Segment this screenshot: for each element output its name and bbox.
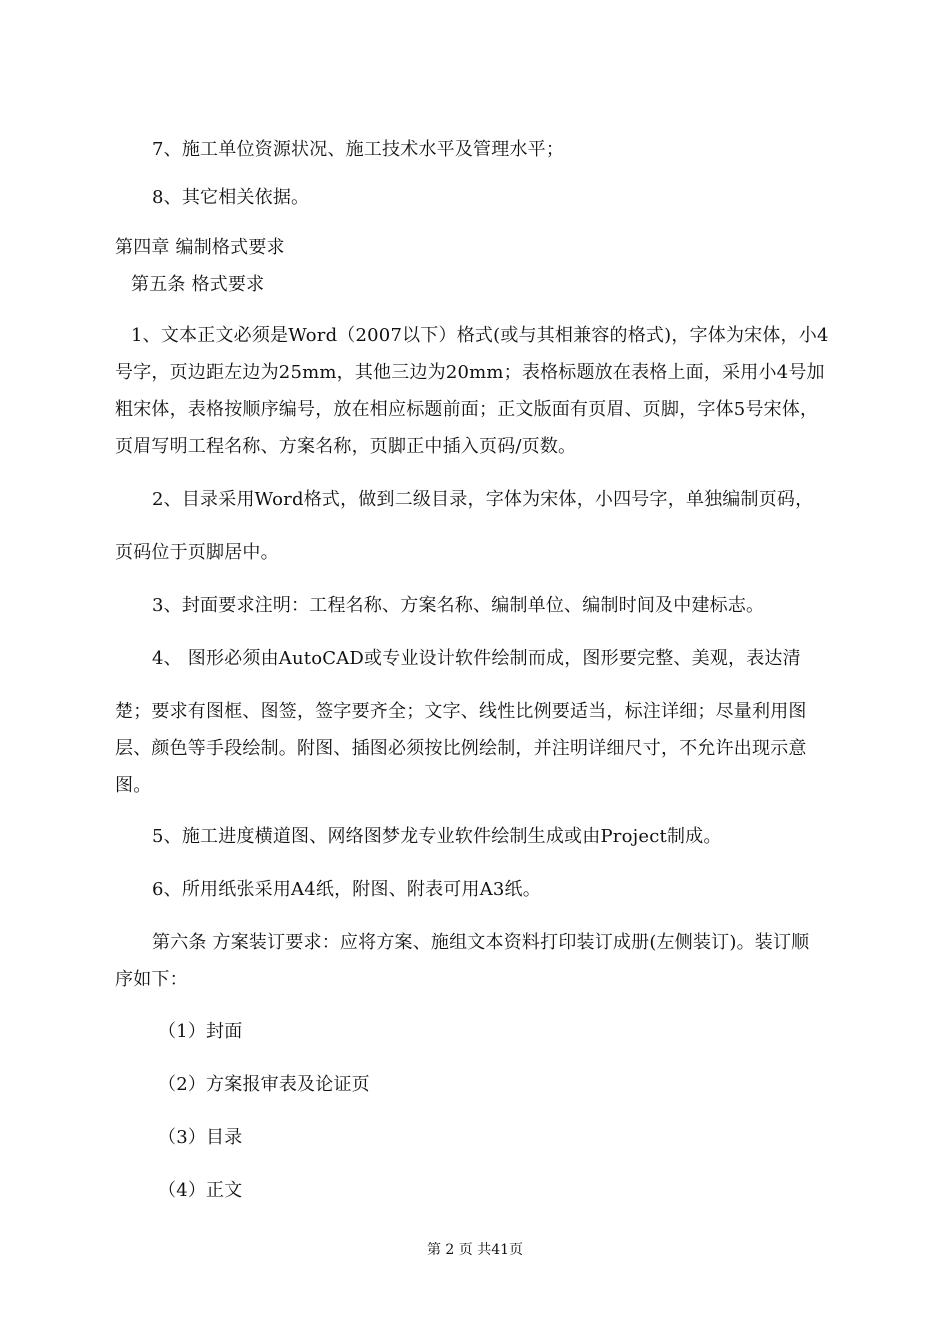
body-line: 1、文本正文必须是Word（2007以下）格式(或与其相兼容的格式)，字体为宋体，小4 xyxy=(131,325,829,346)
body-line: 6、所用纸张采用A4纸，附图、附表可用A3纸。 xyxy=(152,879,541,900)
body-line: 号字，页边距左边为25mm，其他三边为20mm；表格标题放在表格上面，采用小4号加 xyxy=(115,362,825,383)
list-item: （4）正文 xyxy=(158,1180,243,1201)
body-line: 8、其它相关依据。 xyxy=(152,187,310,208)
body-line: 第六条 方案装订要求：应将方案、施组文本资料打印装订成册(左侧装订)。装订顺 xyxy=(152,932,810,953)
article-heading: 第五条 格式要求 xyxy=(131,274,265,295)
body-line: 页眉写明工程名称、方案名称，页脚正中插入页码/页数。 xyxy=(115,436,577,457)
body-line: 3、封面要求注明：工程名称、方案名称、编制单位、编制时间及中建标志。 xyxy=(152,595,765,616)
chapter-heading: 第四章 编制格式要求 xyxy=(115,237,285,258)
body-line: 序如下： xyxy=(115,969,188,990)
body-line: 层、颜色等手段绘制。附图、插图必须按比例绘制，并注明详细尺寸，不允许出现示意 xyxy=(115,738,807,759)
list-item: （3）目录 xyxy=(158,1127,243,1148)
body-line: 图。 xyxy=(115,775,152,796)
body-line: 7、施工单位资源状况、施工技术水平及管理水平； xyxy=(152,139,565,160)
list-item: （1）封面 xyxy=(158,1021,243,1042)
list-item: （2）方案报审表及论证页 xyxy=(158,1074,370,1095)
body-line: 4、 图形必须由AutoCAD或专业设计软件绘制而成，图形要完整、美观，表达清 xyxy=(152,648,801,669)
body-line: 粗宋体，表格按顺序编号，放在相应标题前面；正文版面有页眉、页脚，字体5号宋体， xyxy=(115,399,819,420)
page-number-footer: 第 2 页 共41页 xyxy=(426,1242,524,1258)
body-line: 2、目录采用Word格式，做到二级目录，字体为宋体，小四号字，单独编制页码， xyxy=(152,489,814,510)
body-line: 楚；要求有图框、图签，签字要齐全；文字、线性比例要适当，标注详细；尽量利用图 xyxy=(115,701,807,722)
body-line: 页码位于页脚居中。 xyxy=(115,542,279,563)
body-line: 5、施工进度横道图、网络图梦龙专业软件绘制生成或由Project制成。 xyxy=(152,826,722,847)
